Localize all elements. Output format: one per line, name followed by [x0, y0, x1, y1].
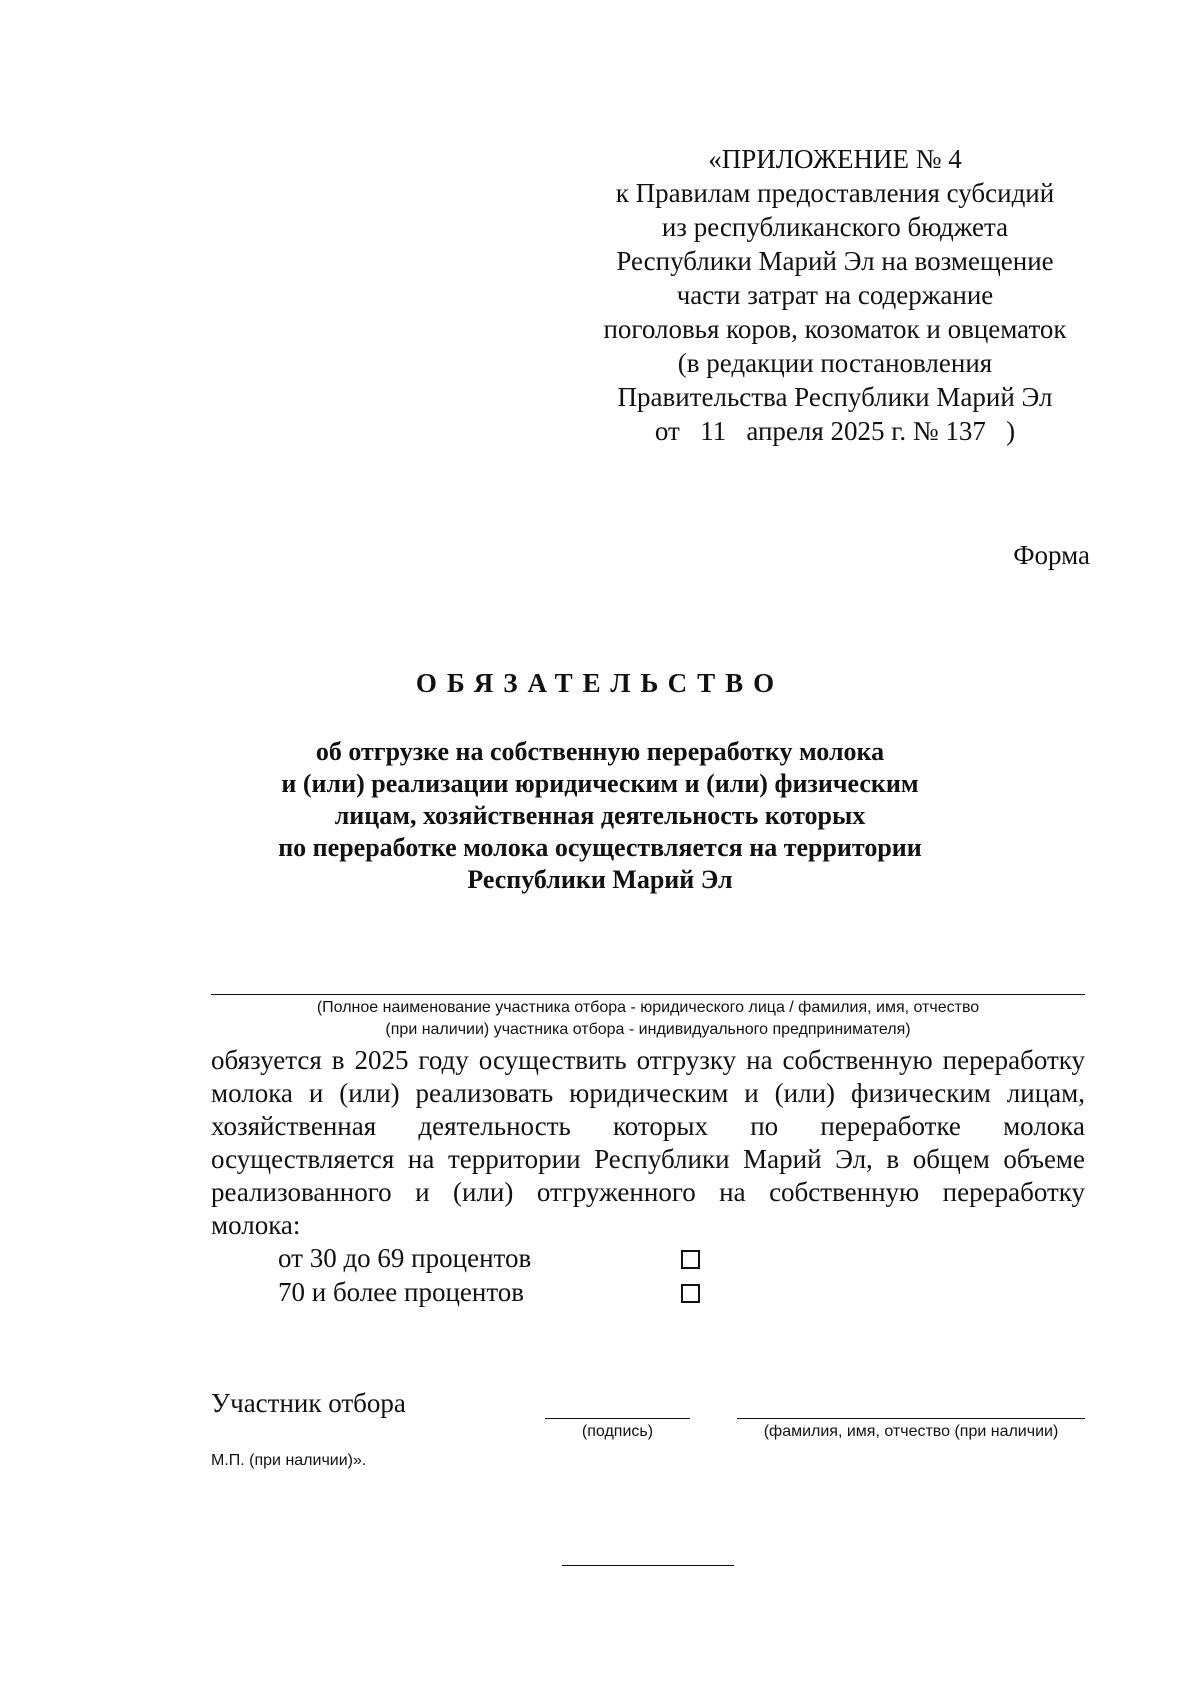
annex-line: «ПРИЛОЖЕНИЕ № 4 [708, 144, 962, 174]
participant-name-field[interactable] [211, 994, 1085, 995]
signature-field[interactable] [545, 1418, 690, 1419]
annex-date-line [560, 414, 1110, 448]
participant-label: Участник отбора [211, 1388, 406, 1418]
document-title: ОБЯЗАТЕЛЬСТВО [415, 668, 785, 698]
subtitle-line: Республики Марий Эл [467, 865, 733, 894]
annex-doc-number: 137 [945, 416, 986, 446]
form-label: Форма [1013, 540, 1090, 570]
subtitle-line: по переработке молока осуществляется на территории [278, 833, 922, 862]
body-line: реализованного и (или) отгруженного на собственную переработку [211, 1177, 1085, 1207]
annex-date-prefix: от [654, 416, 680, 446]
full-name-caption: (фамилия, имя, отчество (при наличии) [763, 1423, 1059, 1440]
annex-date-rest: апреля 2025 г. № [746, 416, 939, 446]
caption-line: (при наличии) участника отбора - индивидуального предпринимателя) [385, 1021, 911, 1038]
participant-name-caption [211, 997, 1085, 1041]
document-subtitle [150, 736, 1050, 896]
annex-closing: ) [1006, 416, 1016, 446]
annex-line: части затрат на содержание [676, 280, 994, 310]
annex-line: поголовья коров, козоматок и овцематок [603, 314, 1067, 344]
annex-line: из республиканского бюджета [661, 212, 1009, 242]
signature-caption: (подпись) [581, 1423, 654, 1440]
body-line: хозяйственная деятельность которых по переработке молока [211, 1111, 1085, 1141]
subtitle-line: лицам, хозяйственная деятельность которых [334, 801, 866, 830]
body-line: осуществляется на территории Республики Марий Эл, в общем объеме [211, 1144, 1085, 1174]
end-separator-line [562, 1565, 734, 1566]
option-label-30-69: от 30 до 69 процентов [278, 1243, 532, 1273]
annex-line: Республики Марий Эл на возмещение [616, 246, 1054, 276]
subtitle-line: и (или) реализации юридическим и (или) физическим [281, 769, 919, 798]
body-line: обязуется в 2025 году осуществить отгрузку на собственную переработку [211, 1045, 1085, 1075]
option-label-70-plus: 70 и более процентов [278, 1277, 525, 1307]
annex-line: (в редакции постановления [677, 348, 993, 378]
stamp-label: М.П. (при наличии)». [211, 1452, 367, 1469]
annex-line: Правительства Республики Марий Эл [617, 382, 1053, 412]
body-line: молока и (или) реализовать юридическим и (или) физическим лицам, [211, 1078, 1085, 1108]
checkbox-70-plus[interactable] [681, 1284, 700, 1303]
annex-header [560, 142, 1110, 448]
annex-line: к Правилам предоставления субсидий [615, 178, 1055, 208]
obligation-text [211, 1044, 1085, 1242]
checkbox-30-69[interactable] [681, 1250, 700, 1269]
body-line: молока: [211, 1210, 301, 1240]
annex-date-day: 11 [700, 416, 727, 446]
caption-line: (Полное наименование участника отбора - юридического лица / фамилия, имя, отчество [316, 999, 980, 1016]
full-name-field[interactable] [737, 1418, 1085, 1419]
subtitle-line: об отгрузке на собственную переработку молока [315, 737, 885, 766]
